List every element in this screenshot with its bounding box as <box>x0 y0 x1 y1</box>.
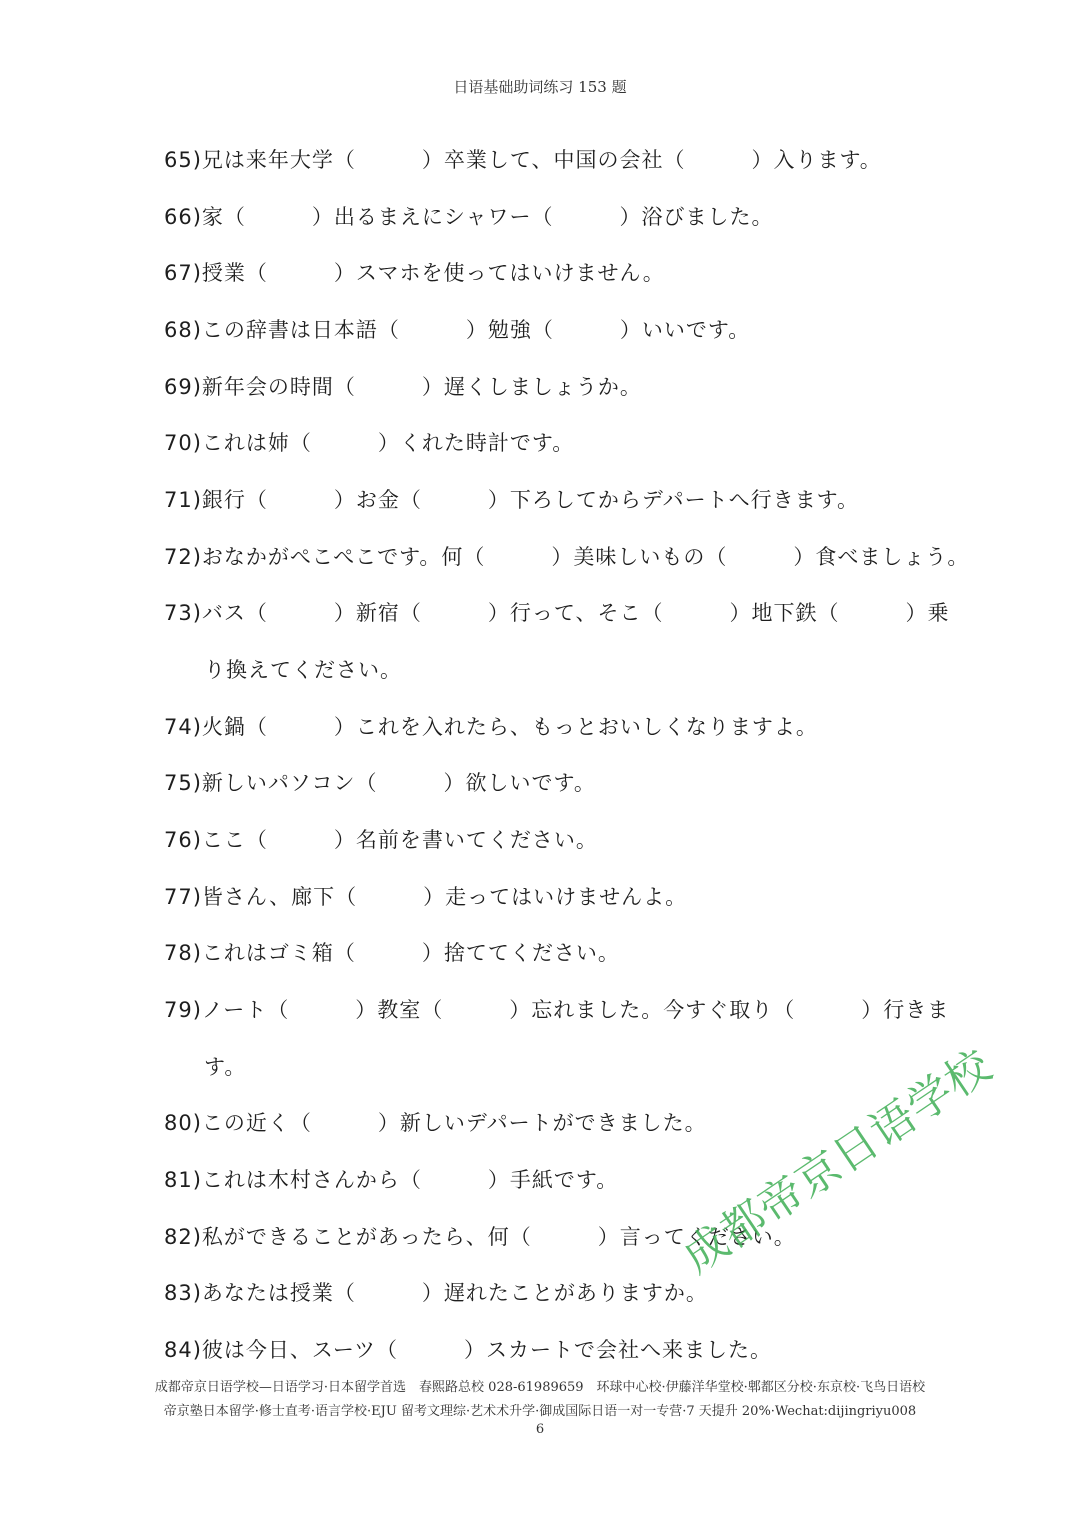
question-73-continuation: り換えてください。 <box>204 658 402 682</box>
page-header-title: 日语基础助词练习 153 题 <box>453 78 627 96</box>
question-69: 69)新年会の時間（ ）遅くしましょうか。 <box>164 375 642 399</box>
footer-line-1: 成都帝京日语学校—日语学习·日本留学首选 春熙路总校 028-61989659 环球中心校·伊藤洋华堂校·郫都区分校·东京校·飞鸟日语校 <box>154 1380 926 1395</box>
question-76: 76)ここ（ ）名前を書いてください。 <box>164 828 598 852</box>
question-70: 70)これは姉（ ）くれた時計です。 <box>164 431 575 455</box>
footer-line-2: 帝京塾日本留学·修士直考·语言学校·EJU 留考文理综·艺术术升学·御成国际日语一对一专营·7 天提升 20%·Wechat:dijingriyu008 <box>163 1404 917 1419</box>
question-71: 71)銀行（ ）お金（ ）下ろしてからデパートへ行きます。 <box>164 488 859 512</box>
question-67: 67)授業（ ）スマホを使ってはいけません。 <box>164 261 665 285</box>
question-83: 83)あなたは授業（ ）遅れたことがありますか。 <box>164 1281 708 1305</box>
question-77: 77)皆さん、廊下（ ）走ってはいけませんよ。 <box>164 885 688 909</box>
question-79-continuation: す。 <box>204 1055 247 1079</box>
question-66: 66)家（ ）出るまえにシャワー（ ）浴びました。 <box>164 205 774 229</box>
page-number: 6 <box>535 1422 545 1437</box>
question-75: 75)新しいパソコン（ ）欲しいです。 <box>164 771 596 795</box>
question-84: 84)彼は今日、スーツ（ ）スカートで会社へ来ました。 <box>164 1338 773 1362</box>
question-80: 80)この近く（ ）新しいデパートができました。 <box>164 1111 707 1135</box>
question-73: 73)バス（ ）新宿（ ）行って、そこ（ ）地下鉄（ ）乗 <box>164 601 950 625</box>
question-78: 78)これはゴミ箱（ ）捨ててください。 <box>164 941 620 965</box>
question-82: 82)私ができることがあったら、何（ ）言ってください。 <box>164 1225 796 1249</box>
question-65: 65)兄は来年大学（ ）卒業して、中国の会社（ ）入ります。 <box>164 148 882 172</box>
school-watermark: 成都帝京日语学校 <box>674 1039 1002 1284</box>
question-79: 79)ノート（ ）教室（ ）忘れました。今すぐ取り（ ）行きま <box>164 998 950 1022</box>
question-72: 72)おなかがぺこぺこです。何（ ）美味しいもの（ ）食べましょう。 <box>164 545 970 569</box>
question-68: 68)この辞書は日本語（ ）勉強（ ）いいです。 <box>164 318 751 342</box>
question-74: 74)火鍋（ ）これを入れたら、もっとおいしくなりますよ。 <box>164 715 818 739</box>
question-81: 81)これは木村さんから（ ）手紙です。 <box>164 1168 619 1192</box>
